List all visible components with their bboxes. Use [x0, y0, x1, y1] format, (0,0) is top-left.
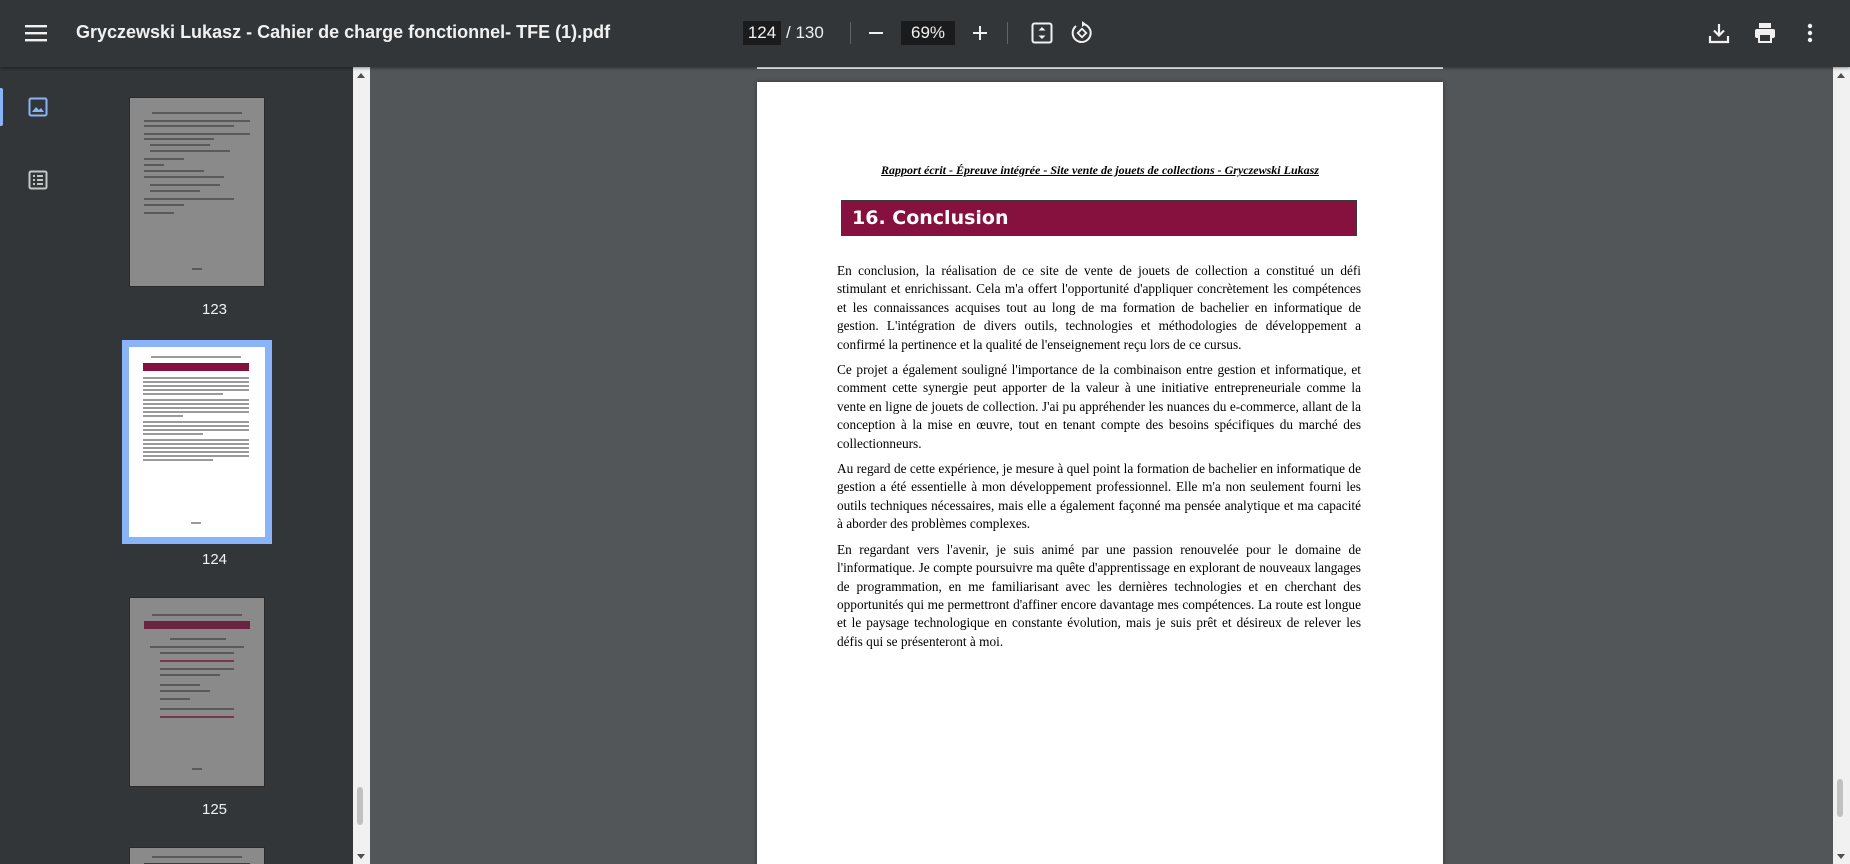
more-options-button[interactable] [1790, 13, 1830, 53]
pdf-toolbar [0, 0, 1850, 67]
paragraph-3: Au regard de cette expérience, je mesure à quel point la formation de bachelier en informatique de gestion a été essentielle à mon développement professionnel. Elle m'a non seulement fourni les outils techniques nécessaires, mais elle a également façonné ma pensée analytique et ma capacité à aborder des problèmes complexes. [837, 461, 1361, 532]
print-button[interactable] [1745, 13, 1785, 53]
fit-to-page-icon [1031, 22, 1053, 44]
section-title: 16. Conclusion [852, 207, 1009, 229]
minus-icon [868, 25, 884, 41]
thumbnail-page-124[interactable] [129, 347, 265, 537]
active-indicator [0, 88, 3, 126]
thumbnail-label-124: 124 [201, 551, 228, 568]
fit-to-page-button[interactable] [1022, 13, 1062, 53]
thumbnail-page-125[interactable] [129, 597, 265, 787]
zoom-in-button[interactable] [960, 13, 1000, 53]
thumbnail-scrollbar[interactable] [353, 67, 370, 864]
download-button[interactable] [1699, 13, 1739, 53]
more-vert-icon [1807, 23, 1813, 43]
page-number-input[interactable]: 124 [743, 21, 781, 45]
thumbnail-pane [76, 67, 353, 864]
page-total: / 130 [786, 23, 824, 42]
scroll-up-arrow-icon[interactable] [1837, 73, 1845, 78]
viewer-scroll-thumb[interactable] [1837, 779, 1843, 817]
download-icon [1708, 22, 1730, 44]
document-viewer[interactable] [370, 67, 1833, 864]
section-heading-band [841, 200, 1357, 236]
previous-page-edge [757, 67, 1443, 69]
running-header: Rapport écrit - Épreuve intégrée - Site vente de jouets de collections - Gryczewski Lukasz [881, 163, 1319, 177]
hamburger-menu-icon[interactable] [16, 13, 56, 53]
thumbnail-label-125: 125 [201, 801, 228, 818]
toolbar-divider [1007, 22, 1008, 44]
scroll-down-arrow-icon[interactable] [1837, 854, 1845, 859]
scroll-up-arrow-icon[interactable] [357, 73, 365, 78]
paragraph-1: En conclusion, la réalisation de ce site de vente de jouets de collection a constitué un défi stimulant et enrichissant. Cela m'a offert l'opportunité d'appliquer concrètement les compétences et les connaissances acquises tout au long de ma formation de bachelier en informatique de gestion. L'intégration de divers outils, technologies et méthodologies de développement a confirmé la pertinence et la qualité de l'enseignement reçu lors de ce cursus. [837, 263, 1361, 352]
thumbnails-button[interactable] [18, 87, 58, 127]
outline-button[interactable] [18, 160, 58, 200]
document-title: Gryczewski Lukasz - Cahier de charge fonctionnel- TFE (1).pdf [76, 22, 611, 42]
outline-icon [28, 170, 48, 190]
thumbnails-icon [28, 97, 48, 117]
toolbar-divider [850, 22, 851, 44]
thumbnail-scroll-thumb[interactable] [357, 787, 363, 825]
paragraph-4: En regardant vers l'avenir, je suis animé par une passion renouvelée pour le domaine de l'informatique. Je compte poursuivre ma quête d'apprentissage en explorant de nouveaux langages de programmation, en me familiarisant avec les dernières technologies et en cherchant des opportunités qui me permettront d'affiner encore davantage mes compétences. La route est longue et le paysage technologique en constante évolution, mais je suis prêt et désireux de relever les défis qui se présenteront à moi. [837, 541, 1361, 649]
rotate-button[interactable] [1062, 13, 1102, 53]
print-icon [1754, 22, 1776, 44]
zoom-out-button[interactable] [856, 13, 896, 53]
sidebar-rail [0, 67, 76, 864]
pdf-page [757, 82, 1443, 864]
viewer-scrollbar[interactable] [1833, 67, 1850, 864]
scroll-down-arrow-icon[interactable] [357, 854, 365, 859]
paragraph-2: Ce projet a également souligné l'importance de la combinaison entre gestion et informatique, et comment cette synergie peut apporter de la valeur à une initiative entrepreneuriale comme la vente en ligne de jouets de collection. J'ai pu appréhender les nuances du e-commerce, allant de la conception à la mise en œuvre, tout en tenant compte des besoins spécifiques du marché des collectionneurs. [837, 362, 1361, 451]
zoom-level-input[interactable]: 69% [901, 21, 955, 45]
page-body [837, 262, 1361, 658]
plus-icon [972, 25, 988, 41]
thumbnail-page-123[interactable] [129, 97, 265, 287]
rotate-icon [1070, 21, 1094, 45]
thumbnail-page-126[interactable] [129, 847, 265, 864]
thumbnail-label-123: 123 [201, 301, 228, 318]
